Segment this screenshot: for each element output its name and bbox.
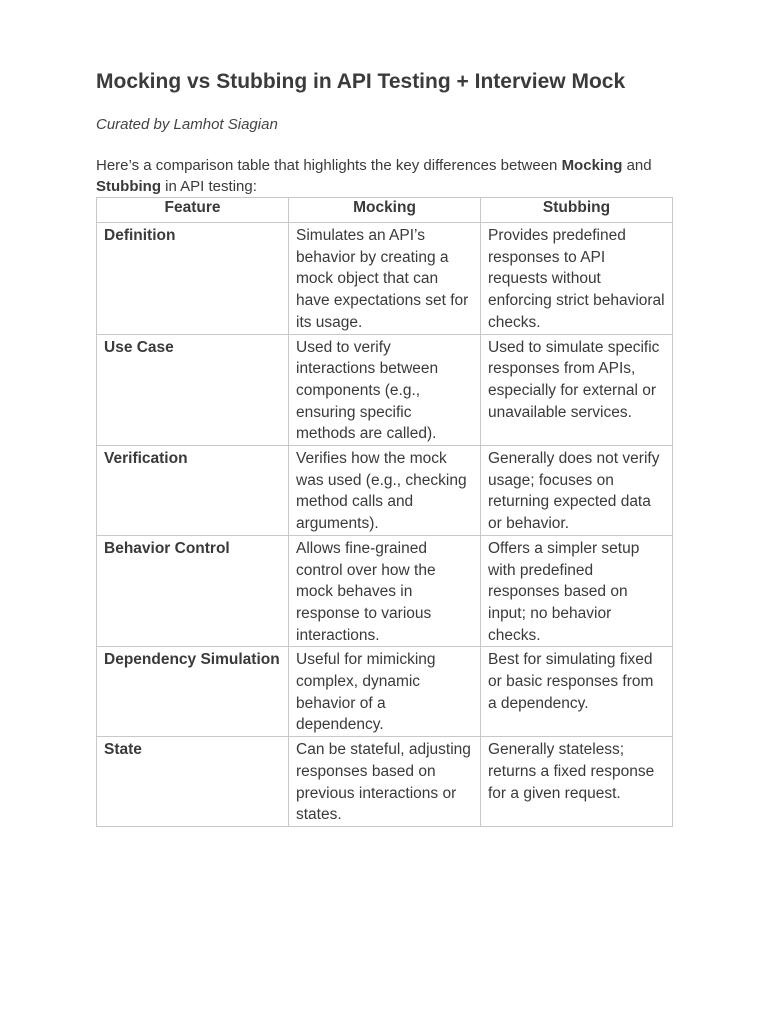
feature-cell: Use Case — [97, 334, 289, 446]
intro-stubbing-term: Stubbing — [96, 178, 161, 195]
feature-cell: Dependency Simulation — [97, 647, 289, 737]
header-feature: Feature — [97, 198, 289, 223]
mocking-cell: Simulates an API’s behavior by creating a mock object that can have expectations set for its usage. — [289, 223, 481, 335]
comparison-table — [96, 197, 673, 827]
table-row — [97, 223, 673, 335]
table-row — [97, 446, 673, 536]
curated-by: Curated by Lamhot Siagian — [96, 116, 278, 133]
table-row — [97, 647, 673, 737]
table-row — [97, 737, 673, 827]
mocking-cell: Allows fine-grained control over how the mock behaves in response to various interactions. — [289, 535, 481, 647]
feature-cell: State — [97, 737, 289, 827]
intro-text: in API testing: — [160, 178, 257, 195]
header-mocking: Mocking — [289, 198, 481, 223]
stubbing-cell: Provides predefined responses to API requests without enforcing strict behavioral checks. — [481, 223, 673, 335]
table-row — [97, 535, 673, 647]
mocking-cell: Useful for mimicking complex, dynamic behavior of a dependency. — [289, 647, 481, 737]
intro-text: and — [622, 157, 652, 174]
mocking-cell: Verifies how the mock was used (e.g., checking method calls and arguments). — [289, 446, 481, 536]
intro-paragraph — [96, 155, 673, 197]
feature-cell: Behavior Control — [97, 535, 289, 647]
mocking-cell: Used to verify interactions between components (e.g., ensuring specific methods are called). — [289, 334, 481, 446]
intro-text: Here’s a comparison table that highlights the key differences between — [96, 157, 562, 174]
stubbing-cell: Generally does not verify usage; focuses on returning expected data or behavior. — [481, 446, 673, 536]
stubbing-cell: Used to simulate specific responses from APIs, especially for external or unavailable services. — [481, 334, 673, 446]
page-title: Mocking vs Stubbing in API Testing + Interview Mock — [96, 70, 626, 93]
feature-cell: Verification — [97, 446, 289, 536]
header-stubbing: Stubbing — [481, 198, 673, 223]
intro-mocking-term: Mocking — [561, 157, 623, 174]
table-row — [97, 334, 673, 446]
stubbing-cell: Best for simulating fixed or basic responses from a dependency. — [481, 647, 673, 737]
stubbing-cell: Generally stateless; returns a fixed response for a given request. — [481, 737, 673, 827]
stubbing-cell: Offers a simpler setup with predefined responses based on input; no behavior checks. — [481, 535, 673, 647]
mocking-cell: Can be stateful, adjusting responses based on previous interactions or states. — [289, 737, 481, 827]
feature-cell: Definition — [97, 223, 289, 335]
table-header-row — [97, 198, 673, 223]
